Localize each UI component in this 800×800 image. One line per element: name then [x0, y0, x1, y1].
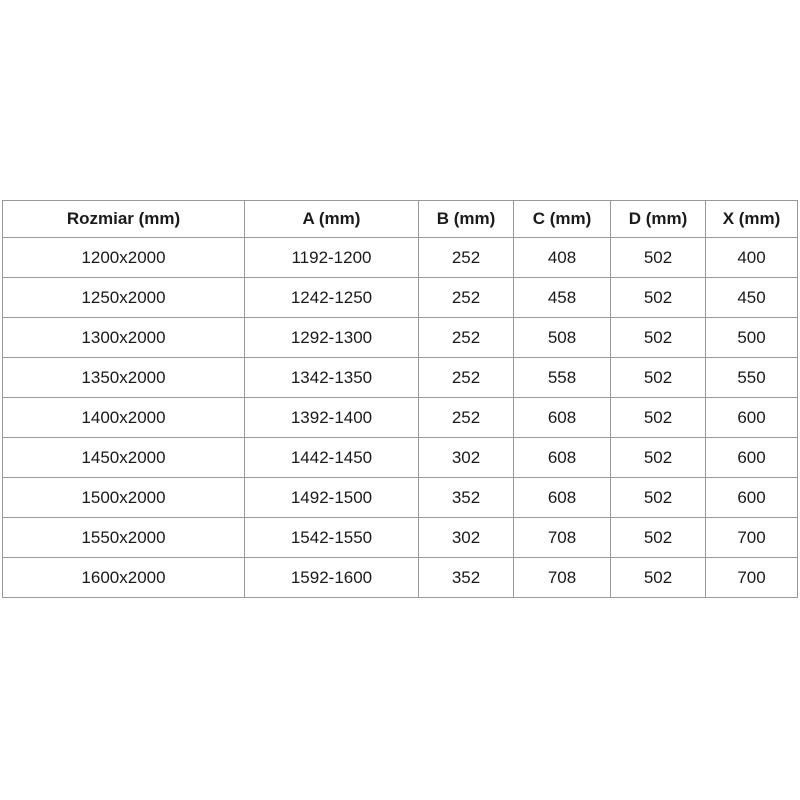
table-cell: 502 [611, 278, 706, 318]
header-cell: D (mm) [611, 201, 706, 238]
table-cell: 252 [419, 278, 514, 318]
table-cell: 508 [514, 318, 611, 358]
table-cell: 1242-1250 [245, 278, 419, 318]
table-cell: 352 [419, 558, 514, 598]
table-cell: 558 [514, 358, 611, 398]
table-cell: 502 [611, 438, 706, 478]
table-cell: 1550x2000 [3, 518, 245, 558]
table-cell: 700 [706, 558, 798, 598]
table-cell: 1300x2000 [3, 318, 245, 358]
header-cell: Rozmiar (mm) [3, 201, 245, 238]
size-specification-table-container [2, 200, 797, 598]
table-row [3, 478, 798, 518]
table-cell: 1342-1350 [245, 358, 419, 398]
table-cell: 1350x2000 [3, 358, 245, 398]
table-cell: 1292-1300 [245, 318, 419, 358]
table-cell: 708 [514, 558, 611, 598]
table-cell: 252 [419, 398, 514, 438]
table-cell: 1592-1600 [245, 558, 419, 598]
table-cell: 608 [514, 398, 611, 438]
header-cell: B (mm) [419, 201, 514, 238]
table-cell: 400 [706, 238, 798, 278]
table-cell: 252 [419, 358, 514, 398]
table-cell: 1600x2000 [3, 558, 245, 598]
table-cell: 502 [611, 358, 706, 398]
table-cell: 1200x2000 [3, 238, 245, 278]
table-row [3, 518, 798, 558]
table-cell: 502 [611, 398, 706, 438]
table-cell: 502 [611, 518, 706, 558]
table-row [3, 358, 798, 398]
table-cell: 608 [514, 478, 611, 518]
table-cell: 600 [706, 398, 798, 438]
table-cell: 600 [706, 438, 798, 478]
table-body [3, 238, 798, 598]
table-cell: 500 [706, 318, 798, 358]
table-cell: 252 [419, 318, 514, 358]
table-cell: 1542-1550 [245, 518, 419, 558]
table-row [3, 398, 798, 438]
header-cell: A (mm) [245, 201, 419, 238]
table-cell: 708 [514, 518, 611, 558]
table-cell: 502 [611, 478, 706, 518]
table-cell: 1442-1450 [245, 438, 419, 478]
table-cell: 1492-1500 [245, 478, 419, 518]
table-cell: 608 [514, 438, 611, 478]
table-cell: 1192-1200 [245, 238, 419, 278]
table-cell: 408 [514, 238, 611, 278]
table-cell: 1500x2000 [3, 478, 245, 518]
table-cell: 550 [706, 358, 798, 398]
table-header [3, 201, 798, 238]
table-cell: 302 [419, 438, 514, 478]
table-cell: 700 [706, 518, 798, 558]
table-cell: 458 [514, 278, 611, 318]
header-cell: X (mm) [706, 201, 798, 238]
table-cell: 502 [611, 318, 706, 358]
table-cell: 1250x2000 [3, 278, 245, 318]
table-row [3, 278, 798, 318]
table-cell: 1400x2000 [3, 398, 245, 438]
table-cell: 600 [706, 478, 798, 518]
table-header-row [3, 201, 798, 238]
table-cell: 1392-1400 [245, 398, 419, 438]
table-cell: 502 [611, 238, 706, 278]
table-cell: 450 [706, 278, 798, 318]
table-row [3, 238, 798, 278]
table-cell: 502 [611, 558, 706, 598]
table-cell: 252 [419, 238, 514, 278]
table-row [3, 558, 798, 598]
table-cell: 352 [419, 478, 514, 518]
size-specification-table [2, 200, 798, 598]
table-row [3, 318, 798, 358]
table-cell: 1450x2000 [3, 438, 245, 478]
table-cell: 302 [419, 518, 514, 558]
table-row [3, 438, 798, 478]
header-cell: C (mm) [514, 201, 611, 238]
